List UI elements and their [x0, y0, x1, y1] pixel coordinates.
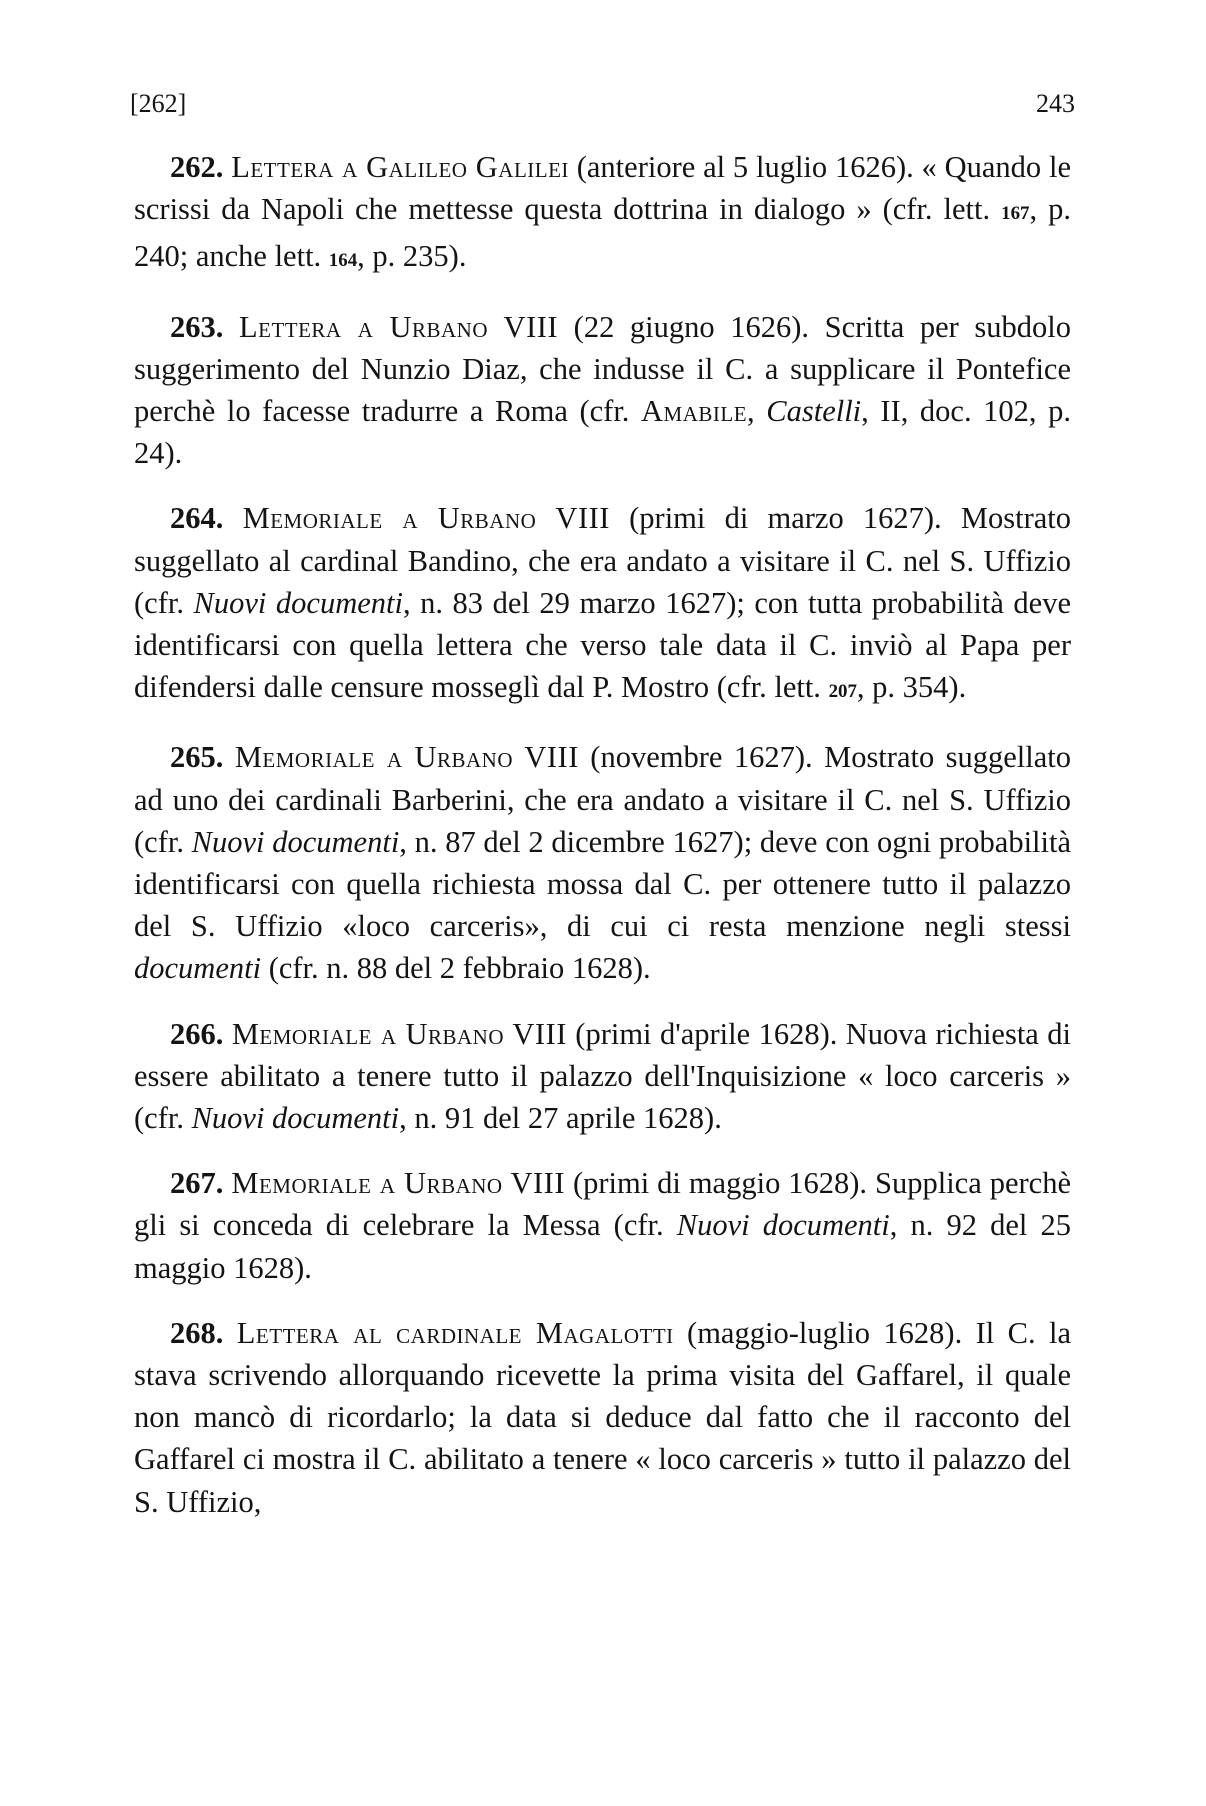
page-number: 243 — [1036, 89, 1075, 118]
entry-heading: Lettera a Galileo Galilei — [231, 150, 569, 184]
entry-heading: Memoriale a Urbano VIII — [242, 501, 610, 536]
cited-author: Amabile — [641, 394, 748, 429]
cited-title: Nuovi documenti — [676, 1208, 890, 1243]
entry-text: (anteriore al 5 luglio 1626). « Quando le scrissi da Napoli che mettesse questa dottrina in dialogo » (cfr. lett. — [134, 150, 1072, 227]
letter-ref: 167 — [1001, 203, 1030, 225]
cited-title: Nuovi documenti — [191, 1101, 400, 1136]
cited-title: Castelli — [766, 394, 862, 429]
entry-heading: Lettera a Urbano VIII — [238, 309, 559, 344]
entry-text: (primi di maggio 1628). Supplica perchè gli si conceda di celebrare la Messa (cfr. — [134, 1166, 1071, 1243]
entry-text: (primi di marzo 1627). Mostrato suggellato al cardinal Bandino, che era andato a visitare il C. nel S. Uffizio (cfr. — [134, 501, 1072, 620]
entry-text: (cfr. n. 88 del 2 febbraio 1628). — [261, 951, 651, 986]
entry-268 — [134, 1312, 1071, 1523]
section-marker: [262] — [130, 89, 187, 118]
entry-265 — [134, 736, 1071, 989]
letter-ref: 207 — [828, 681, 857, 703]
entry-number: 268. — [170, 1315, 224, 1350]
page-body — [134, 146, 1071, 1523]
entry-text: , — [747, 394, 767, 429]
entry-text: , n. 91 del 27 aprile 1628). — [399, 1101, 722, 1136]
entry-text: (maggio-luglio 1628). Il C. la stava scrivendo allorquando ricevette la prima visita del Gaffarel, il quale non mancò di ricordarlo; la data si deduce dal fatto che il racconto del Gaffarel ci mostra il C. abilitato a tenere « loco carceris » tutto il palazzo del S. Uffizio, — [134, 1315, 1071, 1519]
entry-number: 263. — [170, 309, 224, 344]
entry-text: (primi d'aprile 1628). Nuova richiesta di essere abilitato a tenere tutto il palazzo dell'Inquisizione « loco carceris » (cfr. — [134, 1016, 1071, 1136]
cited-title: Nuovi documenti — [193, 585, 403, 620]
entry-text: , n. 92 del 25 maggio 1628). — [134, 1208, 1071, 1285]
entry-text: , II, doc. 102, p. 24). — [134, 394, 1071, 471]
entry-number: 264. — [170, 501, 224, 536]
cited-title: Nuovi documenti — [191, 824, 400, 859]
entry-text: , p. 240; anche lett. — [134, 192, 1071, 274]
cited-title: documenti — [134, 951, 262, 986]
entry-number: 265. — [170, 740, 224, 775]
entry-text: , p. 354). — [856, 670, 967, 705]
entry-number: 262. — [170, 150, 224, 184]
entry-264 — [134, 497, 1071, 713]
entry-heading: Memoriale a Urbano VIII — [231, 1166, 565, 1201]
entry-263 — [134, 306, 1071, 475]
entry-text: , n. 83 del 29 marzo 1627); con tutta probabilità deve identificarsi con quella lettera che verso tale data il C. inviò al Papa per difendersi dalle censure mosseglì dal P. Mostro (cfr. lett. — [134, 585, 1071, 705]
entry-262 — [134, 146, 1071, 283]
entry-text: (22 giugno 1626). Scritta per subdolo suggerimento del Nunzio Diaz, che indusse il C. a supplicare il Pontefice perchè lo facesse tradurre a Roma (cfr. — [134, 309, 1071, 429]
entry-text: (novembre 1627). Mostrato suggellato ad uno dei cardinali Barberini, che era andato a visitare il C. nel S. Uffizio (cfr. — [134, 740, 1071, 859]
entry-heading: Lettera al cardinale Magalotti — [236, 1315, 674, 1350]
entry-266 — [134, 1013, 1071, 1140]
entry-text: , p. 235). — [357, 239, 467, 274]
entry-number: 266. — [170, 1016, 224, 1051]
letter-ref: 164 — [328, 250, 358, 272]
entry-number: 267. — [170, 1166, 224, 1201]
entry-267 — [134, 1162, 1071, 1289]
running-header — [130, 86, 1075, 126]
entry-heading: Memoriale a Urbano VIII — [234, 740, 579, 775]
entry-text: , n. 87 del 2 dicembre 1627); deve con ogni probabilità identificarsi con quella richiesta mossa dal C. per ottenere tutto il palazzo del S. Uffizio «loco carceris», di cui ci resta menzione negli stessi — [134, 824, 1072, 944]
entry-heading: Memoriale a Urbano VIII — [231, 1016, 567, 1051]
